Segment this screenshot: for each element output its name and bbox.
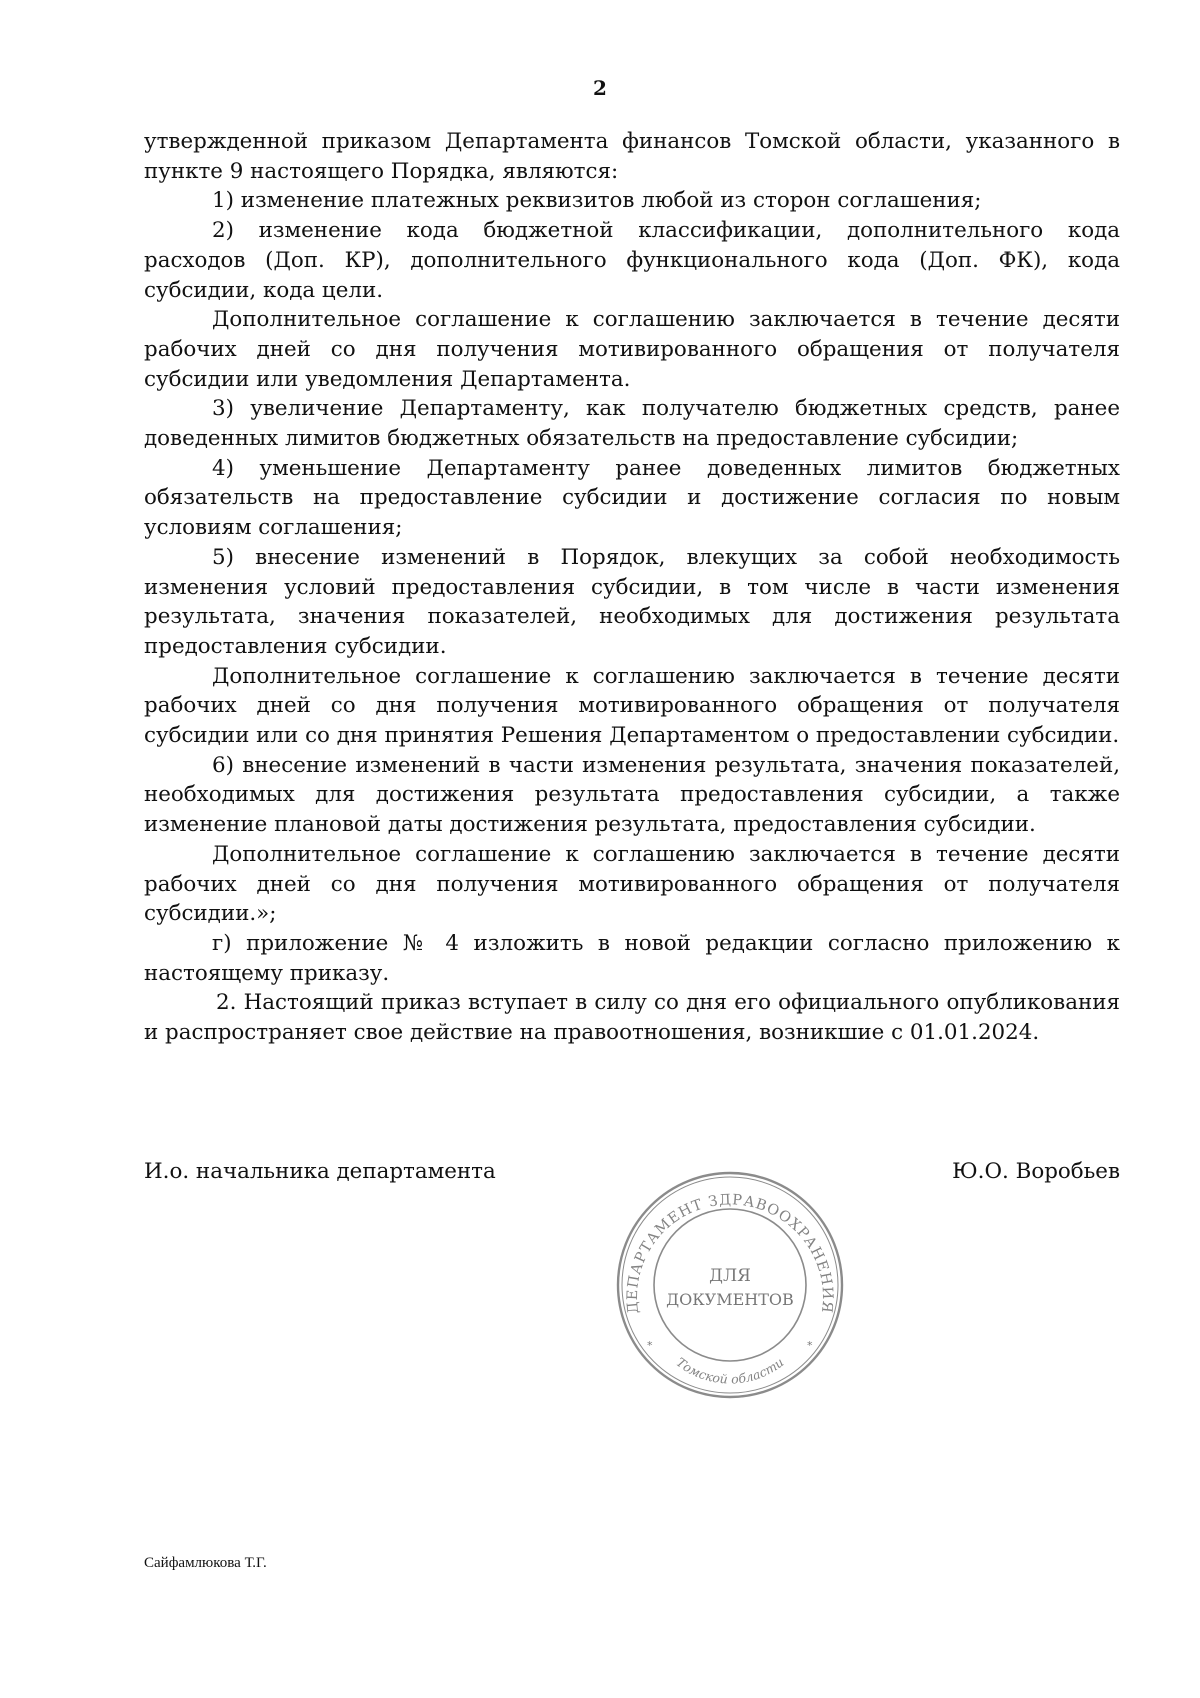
paragraph-4: Дополнительное соглашение к соглашению заключается в течение десяти рабочих дней со дня получения мотивированного обращения от получателя субсидии или уведомления Департамента. — [144, 307, 1120, 392]
official-stamp — [610, 1165, 850, 1405]
executor-name: Сайфамлюкова Т.Г. — [144, 1555, 267, 1571]
paragraph-8: Дополнительное соглашение к соглашению заключается в течение десяти рабочих дней со дня получения мотивированного обращения от получателя субсидии или со дня принятия Решения Департаментом о предоставлении субсидии. — [144, 663, 1120, 749]
paragraph-6: 4) уменьшение Департаменту ранее доведенных лимитов бюджетных обязательств на предоставление субсидии и достижение согласия по новым условиям соглашения; — [144, 455, 1120, 541]
signature-title: И.о. начальника департамента — [144, 1159, 496, 1184]
paragraph-5: 3) увеличение Департаменту, как получателю бюджетных средств, ранее доведенных лимитов бюджетных обязательств на предоставление субсидии; — [144, 396, 1120, 452]
paragraph-12: 2. Настоящий приказ вступает в силу со дня его официального опубликования и распространяет свое действие на правоотношения, возникшие с 01.01.2024. — [144, 990, 1120, 1046]
paragraph-10: Дополнительное соглашение к соглашению заключается в течение десяти рабочих дней со дня получения мотивированного обращения от получателя субсидии.»; — [144, 841, 1120, 927]
page-number: 2 — [593, 76, 607, 100]
stamp-star-right-icon: * — [807, 1339, 813, 1352]
document-body — [144, 127, 1120, 1048]
paragraph-7: 5) внесение изменений в Порядок, влекущих за собой необходимость изменения условий предоставления субсидии, в том числе в части изменения результата, значения показателей, необходимых для достижения результата предоставления субсидии. — [144, 544, 1120, 659]
stamp-star-left-icon: * — [647, 1339, 653, 1352]
stamp-center-line-2: ДОКУМЕНТОВ — [666, 1290, 794, 1309]
paragraph-3: 2) изменение кода бюджетной классификации, дополнительного кода расходов (Доп. КР), дополнительного функционального кода (Доп. ФК), кода субсидии, кода цели. — [144, 218, 1120, 303]
stamp-bottom-text: Томской области — [673, 1354, 787, 1387]
paragraph-9: 6) внесение изменений в части изменения результата, значения показателей, необходимых для достижения результата предоставления субсидии, а также изменение плановой даты достижения результата, предоставления субсидии. — [144, 752, 1120, 838]
paragraph-2: 1) изменение платежных реквизитов любой из сторон соглашения; — [212, 188, 982, 214]
paragraph-1: утвержденной приказом Департамента финансов Томской области, указанного в пункте 9 настоящего Порядка, являются: — [144, 129, 1120, 184]
paragraph-11: г) приложение № 4 изложить в новой редакции согласно приложению к настоящему приказу. — [144, 930, 1120, 986]
stamp-center-line-1: ДЛЯ — [709, 1266, 751, 1286]
signature-name: Ю.О. Воробьев — [952, 1159, 1120, 1184]
stamp-outer-text: ДЕПАРТАМЕНТ ЗДРАВООХРАНЕНИЯ — [624, 1192, 836, 1315]
